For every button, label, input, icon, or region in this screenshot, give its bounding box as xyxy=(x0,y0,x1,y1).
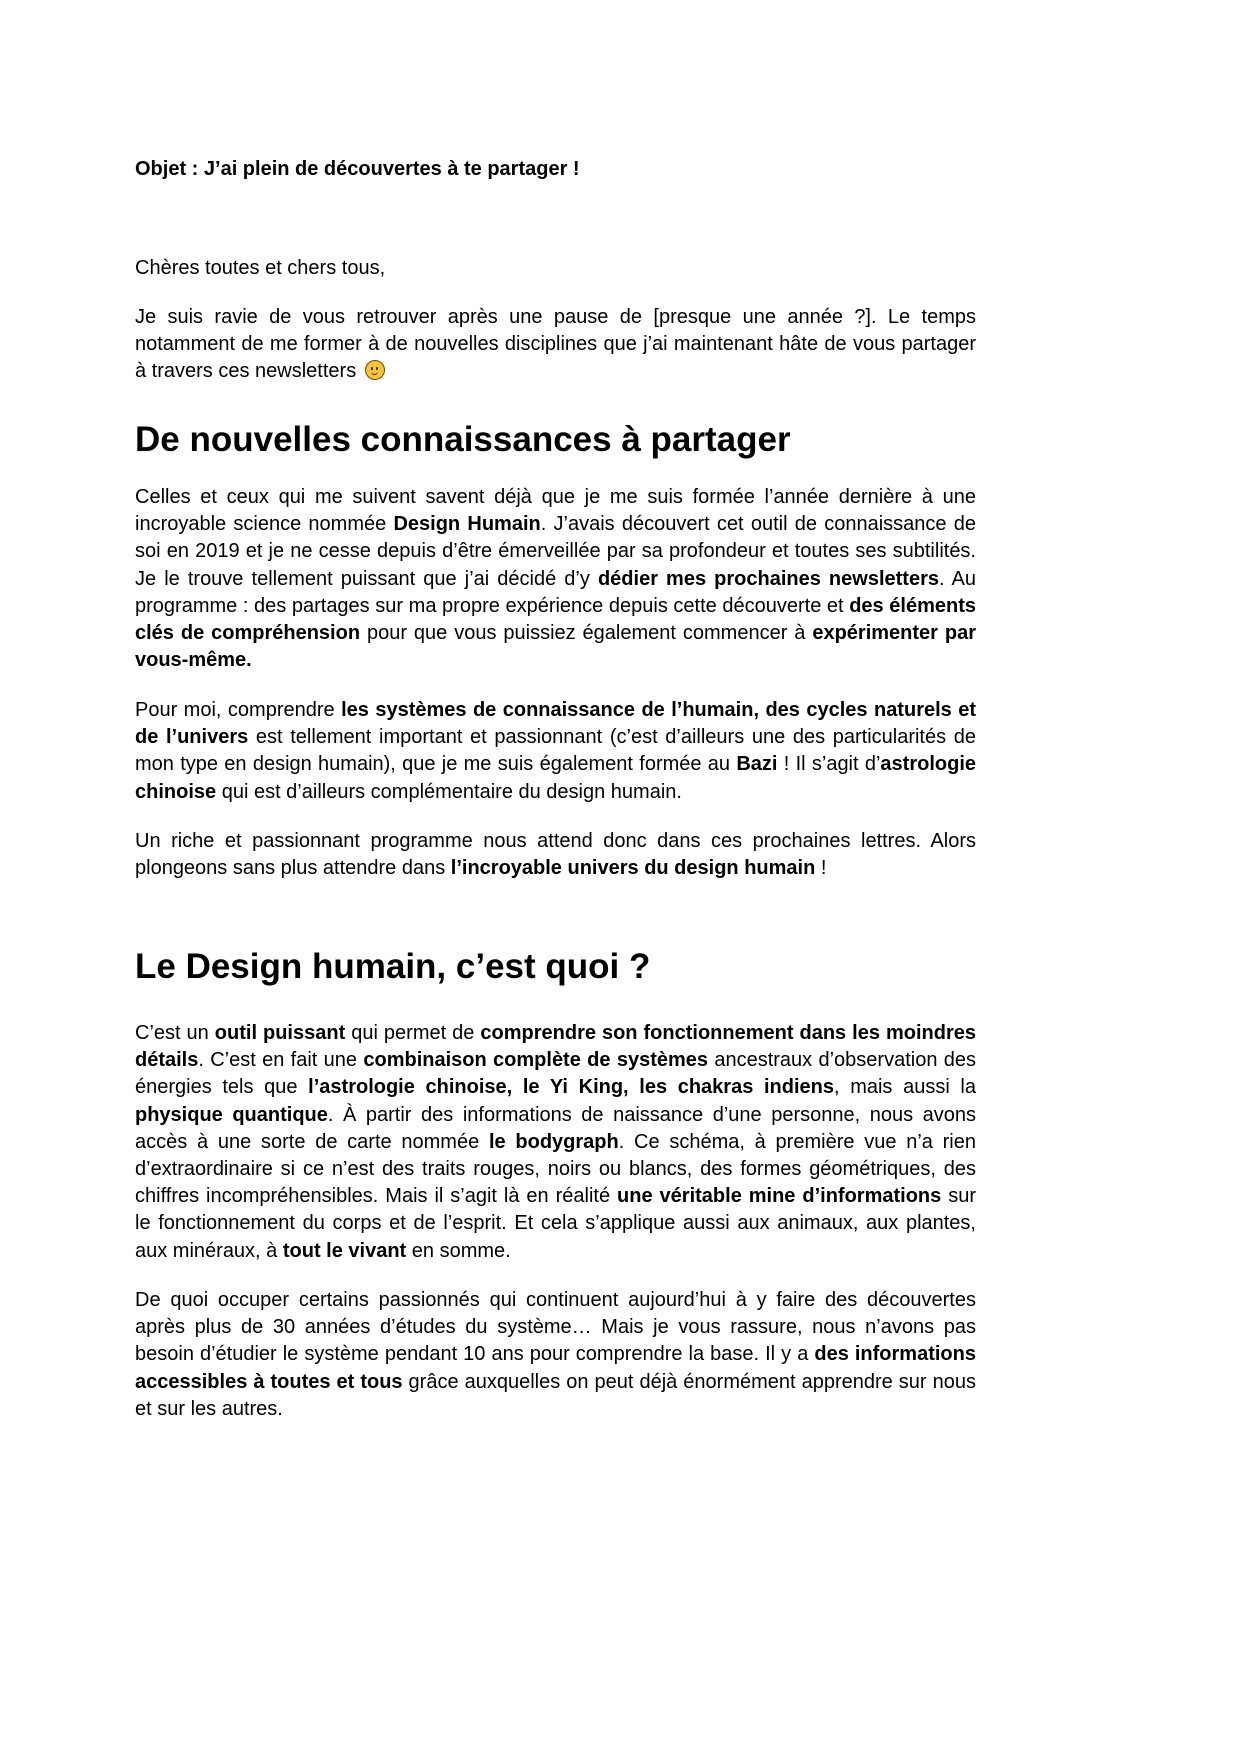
text: en somme. xyxy=(406,1239,511,1262)
text: , mais aussi la xyxy=(834,1076,976,1099)
text: qui permet de xyxy=(345,1022,481,1044)
smiley-icon xyxy=(365,360,385,380)
bold-text: dédier mes prochaines newsletters xyxy=(597,567,939,590)
email-subject: Objet : J’ai plein de découvertes à te partager ! xyxy=(135,158,580,180)
text: C’est un xyxy=(135,1022,215,1044)
bold-text: le bodygraph xyxy=(488,1130,619,1153)
text: . C’est en fait une xyxy=(198,1049,364,1072)
bold-text: des éléments clés de compréhension xyxy=(135,594,976,645)
section-2-paragraph-1 xyxy=(135,1020,976,1265)
text: sur le fonctionnement du corps et de l’esprit. Et cela s’applique aussi aux animaux, aux plantes, aux minéraux, à xyxy=(135,1185,976,1262)
text: De quoi occuper certains passionnés qui continuent aujourd’hui à y faire des découvertes après plus de 30 années d’études du système… Mais je vous rassure, nous n’avons pas besoin d’étudier le système pendant 10 ans pour comprendre la base. Il y a xyxy=(135,1289,976,1366)
text: . Ce schéma, à première vue n’a rien d’extraordinaire si ce n’est des traits rouges, noirs ou blancs, des formes géométriques, des chiffres incompréhensibles. Mais il s’agit là en réalité xyxy=(135,1130,976,1208)
text: . À partir des informations de naissance d’une personne, nous avons accès à une sorte de carte nommée xyxy=(135,1103,976,1153)
text: pour que vous puissiez également commencer à xyxy=(360,622,813,645)
bold-text: astrologie chinoise xyxy=(135,753,976,803)
bold-text: l’astrologie chinoise, le Yi King, les chakras indiens xyxy=(308,1076,834,1099)
section-heading-2: Le Design humain, c’est quoi ? xyxy=(135,947,651,986)
text: . Au programme : des partages sur ma propre expérience depuis cette découverte et xyxy=(135,567,976,617)
bold-text: l’incroyable univers du design humain xyxy=(450,857,816,880)
text: Un riche et passionnant programme nous attend donc dans ces prochaines lettres. Alors plongeons sans plus attendre dans xyxy=(135,830,976,880)
text: grâce auxquelles on peut déjà énormément apprendre sur nous et sur les autres. xyxy=(135,1370,976,1420)
intro-paragraph xyxy=(135,304,976,386)
section-1-paragraph-2 xyxy=(135,697,976,806)
bold-text: des informations accessibles à toutes et tous xyxy=(135,1343,976,1393)
greeting: Chères toutes et chers tous, xyxy=(135,257,386,279)
intro-text xyxy=(135,306,976,382)
text: qui est d’ailleurs complémentaire du design humain. xyxy=(216,780,682,803)
text: . J’avais découvert cet outil de connaissance de soi en 2019 et je ne cesse depuis d’être émerveillée par sa profondeur et toutes ses subtilités. Je le trouve tellement puissant que j’ai décidé d’y xyxy=(135,513,976,590)
text: Celles et ceux qui me suivent savent déjà que je me suis formée l’année dernière à une incroyable science nommée xyxy=(135,486,976,536)
section-1-paragraph-1 xyxy=(135,484,976,674)
bold-text: outil puissant xyxy=(214,1022,346,1044)
text: Je suis ravie de vous retrouver après une pause de [presque une année ?]. Le temps notamment de me former à de nouvelles disciplines que j’ai maintenant hâte de vous partager à travers ces newsletters xyxy=(135,306,976,383)
bold-text: une véritable mine d’informations xyxy=(617,1185,942,1208)
section-heading-1: De nouvelles connaissances à partager xyxy=(135,420,791,459)
bold-text: Design Humain xyxy=(393,513,541,536)
text: ! xyxy=(815,857,827,880)
section-2-paragraph-2 xyxy=(135,1287,976,1423)
text: ! Il s’agit d’ xyxy=(777,753,881,776)
text: Pour moi, comprendre xyxy=(135,699,342,721)
bold-text: combinaison complète de systèmes xyxy=(363,1049,709,1072)
bold-text: tout le vivant xyxy=(282,1239,407,1262)
bold-text: physique quantique xyxy=(135,1103,328,1126)
bold-text: les systèmes de connaissance de l’humain, des cycles naturels et de l’univers xyxy=(135,699,976,749)
bold-text: expérimenter par vous-même. xyxy=(135,622,976,672)
bold-text: Bazi xyxy=(736,753,778,776)
text: est tellement important et passionnant (c’est d’ailleurs une des particularités de mon type en design humain), que je me suis également formée au xyxy=(135,726,976,776)
text: ancestraux d’observation des énergies tels que xyxy=(135,1049,977,1099)
section-1-paragraph-3 xyxy=(135,828,976,882)
bold-text: comprendre son fonctionnement dans les moindres détails xyxy=(135,1022,976,1072)
